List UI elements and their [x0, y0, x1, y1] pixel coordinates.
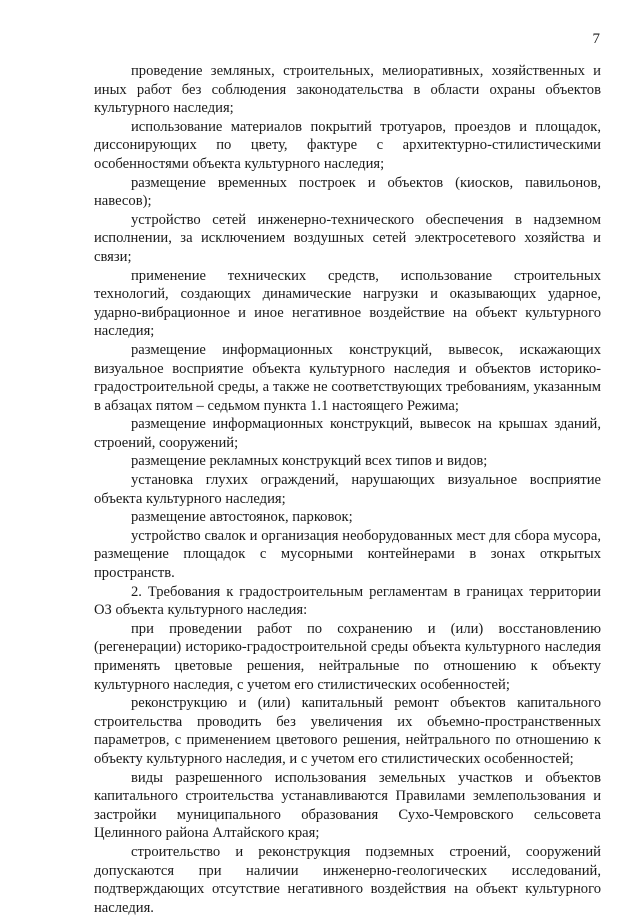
paragraph-earthworks: проведение земляных, строительных, мелиоративных, хозяйственных и иных работ без соблюдения законодательства в области охраны объектов культурного наследия;: [94, 63, 601, 117]
paragraph-roof-signs: размещение информационных конструкций, вывесок на крышах зданий, строений, сооружений;: [94, 416, 601, 451]
paragraph-advertising: размещение рекламных конструкций всех типов и видов;: [131, 453, 488, 470]
paragraph-blind-fences: установка глухих ограждений, нарушающих визуальное восприятие объекта культурного наследия;: [94, 472, 601, 507]
paragraph-information-structures: размещение информационных конструкций, вывесок, искажающих визуальное восприятие объекта культурного наследия и объектов историко-градостроительной среды, а также не соответствующих требованиям, указанным в абзацах пятом – седьмом пункта 1.1 настоящего Режима;: [94, 341, 601, 414]
document-body: [94, 62, 601, 917]
paragraph-section-2-heading: 2. Требования к градостроительным регламентам в границах территории ОЗ объекта культурного наследия:: [94, 583, 601, 619]
paragraph-parking: размещение автостоянок, парковок;: [131, 509, 353, 526]
paragraph-materials: использование материалов покрытий тротуаров, проездов и площадок, диссонирующих по цвету, фактуре с архитектурно-стилистическими особенностями объекта культурного наследия;: [94, 118, 601, 172]
paragraph-dumps: устройство свалок и организация необорудованных мест для сбора мусора, размещение площадок с мусорными контейнерами в зонах открытых пространств.: [94, 527, 601, 582]
paragraph-technical-means: применение технических средств, использование строительных технологий, создающих динамические нагрузки и оказывающих ударное, ударно-вибрационное и иное негативное воздействие на объект культурного наследия;: [94, 267, 601, 340]
page-number: 7: [592, 31, 600, 47]
paragraph-underground: строительство и реконструкция подземных строений, сооружений допускаются при наличии инженерно-геологических исследований, подтверждающих отсутствие негативного воздействия на объект культурного наследия.: [94, 843, 601, 916]
paragraph-engineering-networks: устройство сетей инженерно-технического обеспечения в надземном исполнении, за исключением воздушных сетей электросетевого хозяйства и связи;: [94, 211, 601, 265]
paragraph-reconstruction: реконструкцию и (или) капитальный ремонт объектов капитального строительства проводить без увеличения их объемно-пространственных параметров, с применением цветового решения, нейтрального по отношению к объекту культурного наследия, и с учетом его стилистических особенностей;: [94, 695, 601, 767]
paragraph-land-use: виды разрешенного использования земельных участков и объектов капитального строительства устанавливаются Правилами землепользования и застройки муниципального образования Сухо-Чемровского сельсовета Целинного района Алтайского края;: [94, 769, 601, 842]
paragraph-temporary-buildings: размещение временных построек и объектов (киосков, павильонов, навесов);: [94, 174, 601, 210]
paragraph-color-solutions: при проведении работ по сохранению и (или) восстановлению (регенерации) историко-градостроительной среды объекта культурного наследия применять цветовые решения, нейтральные по отношению к объекту культурного наследия, с учетом его стилистических особенностей;: [94, 620, 601, 693]
